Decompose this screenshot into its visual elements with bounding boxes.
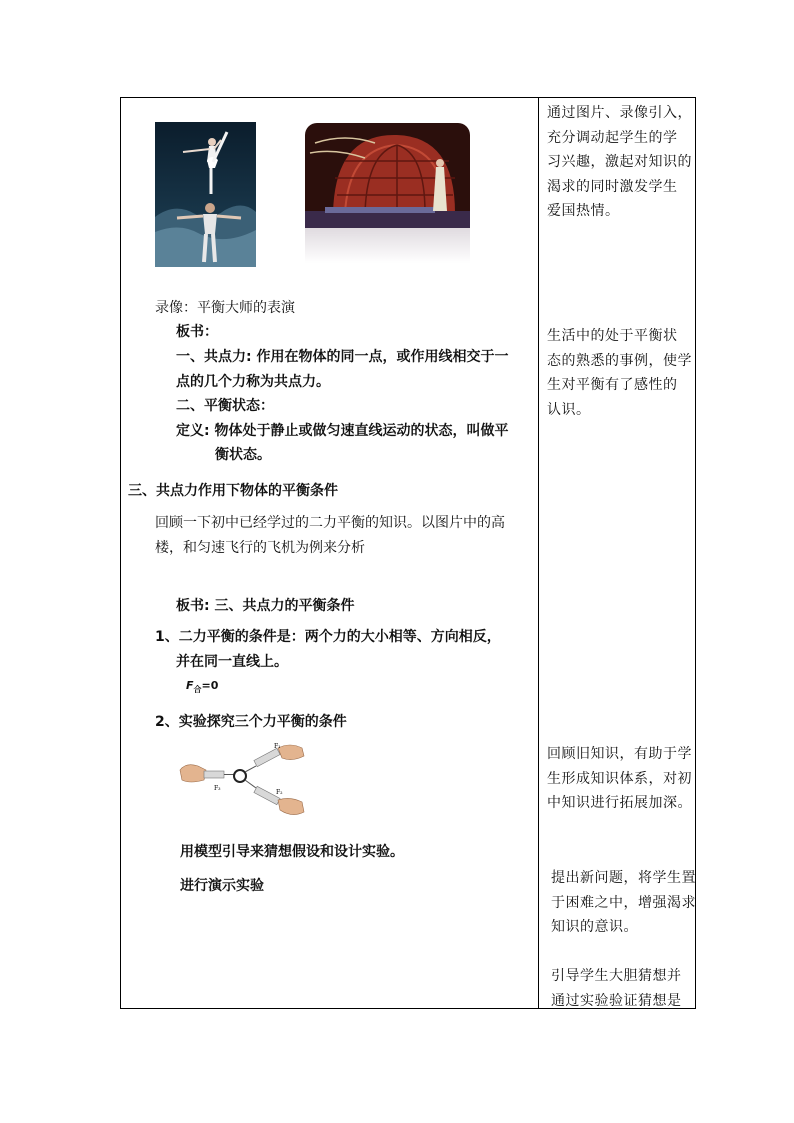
model-guide: 用模型引导来猜想假设和设计实验。 xyxy=(180,844,404,860)
side-note-4: 提出新问题，将学生置 于困难之中，增强渴求 知识的意识。 xyxy=(551,870,696,935)
side-note-1: 通过图片、录像引入， 充分调动起学生的学 习兴趣，激起对知识的 渴求的同时激发学生 爱国热情。 xyxy=(547,105,692,219)
board-label: 板书： xyxy=(176,324,218,340)
concurrent-force-line1: 一、共点力: 作用在物体的同一点，或作用线相交于一 xyxy=(176,349,509,365)
side-note-3: 回顾旧知识，有助于学 生形成知识体系，对初 中知识进行拓展加深。 xyxy=(547,746,692,811)
formula-subscript: 合 xyxy=(193,685,202,695)
item1-line1: 1、二力平衡的条件是：两个力的大小相等、方向相反， xyxy=(155,629,501,645)
label-f1: F₁ xyxy=(274,743,281,750)
stage-photo xyxy=(305,123,470,263)
definition-line1: 定义: 物体处于静止或做匀速直线运动的状态，叫做平 xyxy=(176,423,509,439)
equilibrium-heading: 二、平衡状态： xyxy=(176,398,274,414)
formula-f: F xyxy=(186,679,194,692)
acrobat-photo xyxy=(155,122,256,267)
item2: 2、实验探究三个力平衡的条件 xyxy=(155,714,347,730)
side-note-2: 生活中的处于平衡状 态的熟悉的事例，使学 生对平衡有了感性的 认识。 xyxy=(547,328,692,418)
net-force-formula xyxy=(186,676,218,700)
review-line2: 楼，和匀速飞行的飞机为例来分析 xyxy=(155,540,365,556)
video-label: 录像：平衡大师的表演 xyxy=(155,300,295,316)
formula-rest: =0 xyxy=(201,679,219,692)
demo-experiment: 进行演示实验 xyxy=(180,878,264,894)
item1-line2: 并在同一直线上。 xyxy=(176,654,288,670)
side-note-5: 引导学生大胆猜想并 通过实验验证猜想是 xyxy=(551,968,682,1009)
review-line1: 回顾一下初中已经学过的二力平衡的知识。以图片中的高 xyxy=(155,515,505,531)
board-label-2: 板书: 三、共点力的平衡条件 xyxy=(176,598,355,614)
section3-heading: 三、共点力作用下物体的平衡条件 xyxy=(128,483,338,499)
three-force-diagram xyxy=(178,740,308,820)
concurrent-force-line2: 点的几个力称为共点力。 xyxy=(176,374,330,390)
label-f3: F₃ xyxy=(214,785,221,792)
column-divider xyxy=(538,97,539,1009)
label-f2: F₂ xyxy=(276,789,283,796)
definition-line2: 衡状态。 xyxy=(215,447,271,463)
